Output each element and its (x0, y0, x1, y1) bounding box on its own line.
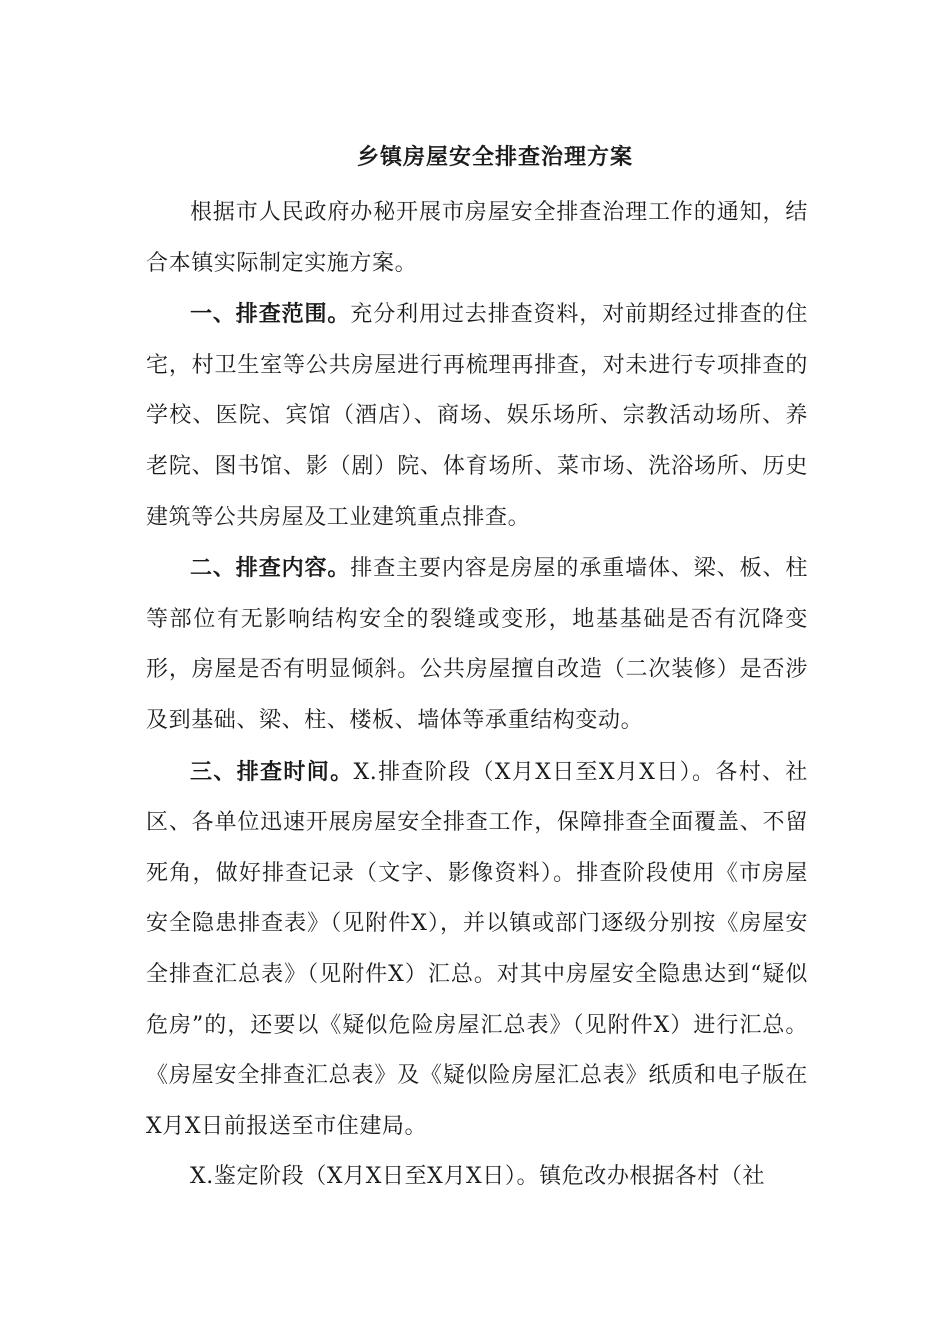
paragraph-time (146, 747, 808, 1153)
paragraph-text: 充分利用过去排查资料，对前期经过排查的住宅，村卫生室等公共房屋进行再梳理再排查，对未进行专项排查的学校、医院、宾馆（酒店）、商场、娱乐场所、宗教活动场所、养老院、图书馆、影（剧）院、体育场所、菜市场、洗浴场所、历史建筑等公共房屋及工业建筑重点排查。 (146, 302, 808, 530)
paragraph-text: 排查主要内容是房屋的承重墙体、梁、板、柱等部位有无影响结构安全的裂缝或变形，地基基础是否有沉降变形，房屋是否有明显倾斜。公共房屋擅自改造（二次装修）是否涉及到基础、梁、柱、楼板、墙体等承重结构变动。 (146, 556, 808, 733)
section-heading-time: 三、排查时间。 (190, 758, 354, 785)
paragraph-text: 根据市人民政府办秘开展市房屋安全排查治理工作的通知，结合本镇实际制定实施方案。 (146, 200, 808, 276)
section-heading-scope: 一、排查范围。 (190, 301, 351, 328)
paragraph-content (146, 543, 808, 746)
paragraph-intro (146, 188, 808, 289)
paragraph-appraisal (146, 1152, 808, 1203)
document-body (146, 188, 808, 1203)
paragraph-scope (146, 289, 808, 543)
section-heading-content: 二、排查内容。 (190, 555, 351, 582)
document-title: 乡镇房屋安全排查治理方案 (356, 144, 633, 170)
paragraph-text: X.排查阶段（X月X日至X月X日）。各村、社区、各单位迅速开展房屋安全排查工作，保障排查全面覆盖、不留死角，做好排查记录（文字、影像资料）。排查阶段使用《市房屋安全隐患排查表》（见附件X），并以镇或部门逐级分别按《房屋安全排查汇总表》（见附件X）汇总。对其中房屋安全隐患达到“疑似危房”的，还要以《疑似危险房屋汇总表》（见附件X）进行汇总。《房屋安全排查汇总表》及《疑似险房屋汇总表》纸质和电子版在X月X日前报送至市住建局。 (146, 759, 808, 1139)
paragraph-text: X.鉴定阶段（X月X日至X月X日）。镇危改办根据各村（社 (190, 1164, 766, 1190)
